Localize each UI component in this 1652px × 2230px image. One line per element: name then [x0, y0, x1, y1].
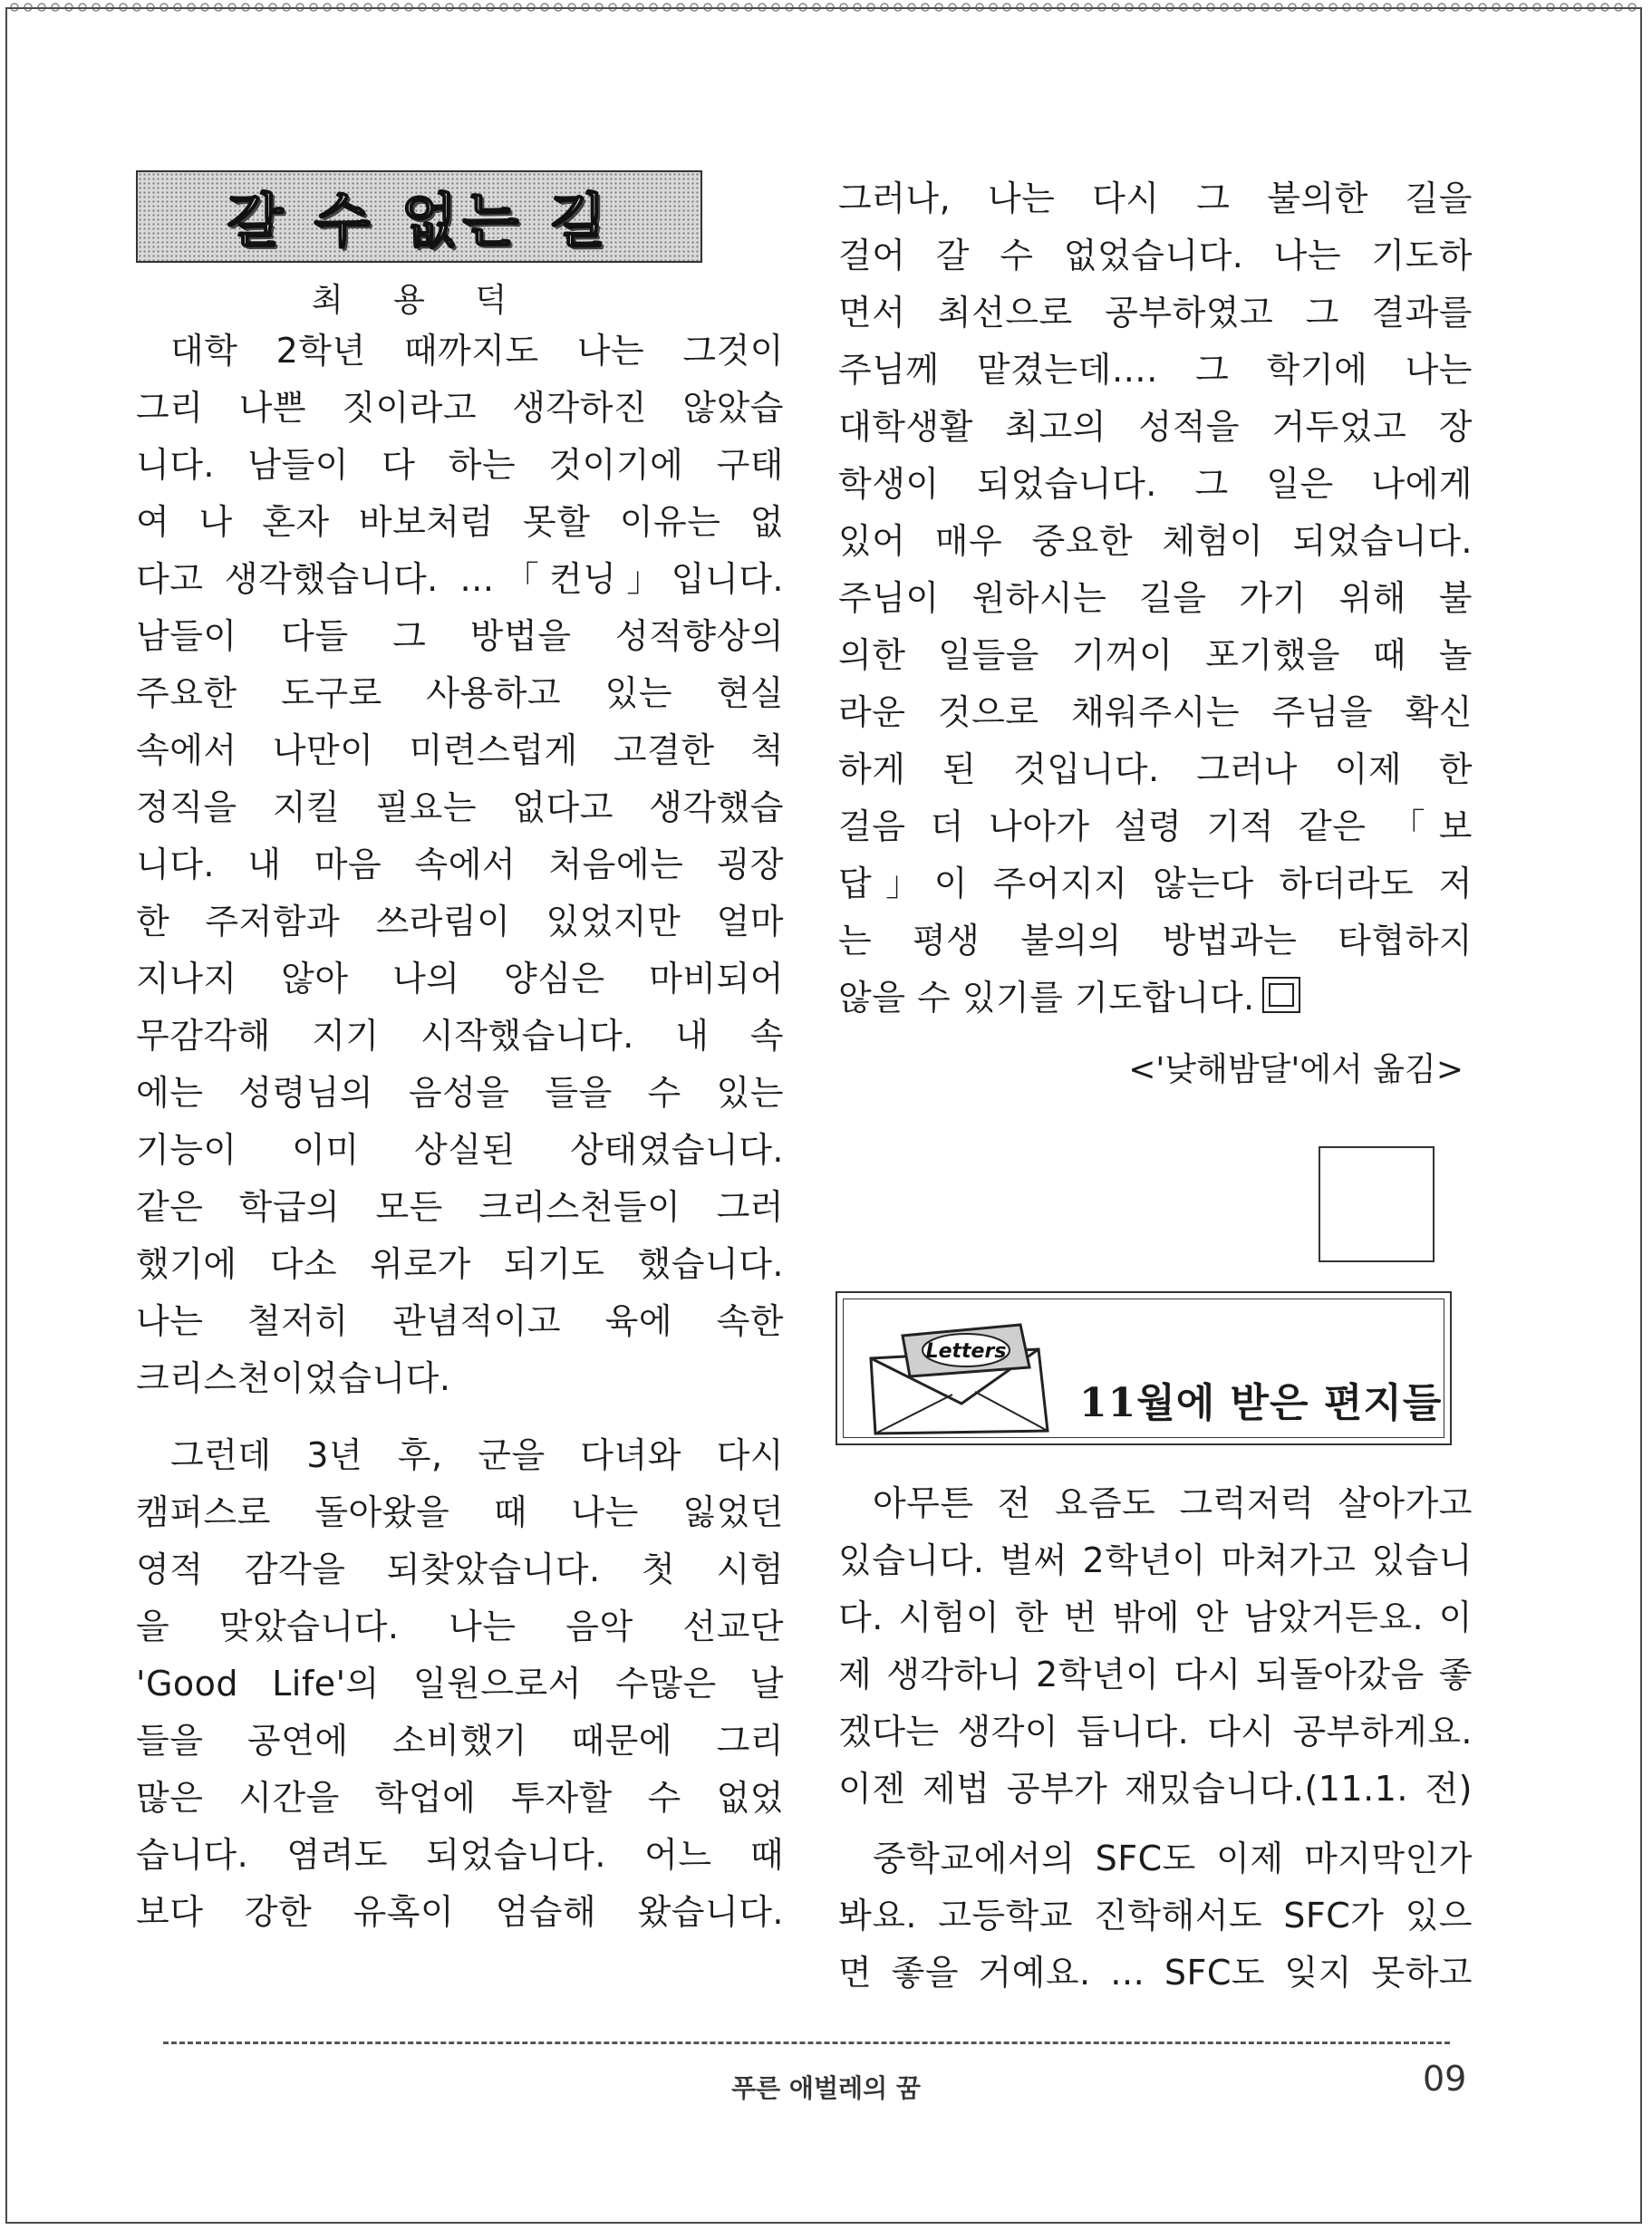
text-line: 주님이 원하시는 길을 가기 위해 불: [838, 578, 1473, 618]
text-line: 을 맞았습니다. 나는 음악 선교단: [136, 1607, 784, 1646]
text-line: 면서 최선으로 공부하였고 그 결과를: [838, 293, 1473, 333]
text-line: 중학교에서의 SFC도 이제 마지막인가: [873, 1839, 1473, 1878]
envelope-icon: [866, 1318, 1093, 1435]
text-line: 는 평생 불의의 방법과는 타협하지: [838, 921, 1473, 961]
text-line: 이젠 제법 공부가 재밌습니다.(11.1. 전): [838, 1769, 1473, 1809]
text-line: 그리 나쁜 짓이라고 생각하진 않았습: [136, 388, 784, 428]
letters-column: [838, 1475, 1473, 2002]
text-line: 답」이 주어지지 않는다 하더라도 저: [838, 864, 1473, 903]
text-line: 다고 생각했습니다. …「컨닝」입니다.: [136, 559, 784, 599]
text-line: 같은 학급의 모든 크리스천들이 그러: [136, 1187, 784, 1227]
text-line: 그런데 3년 후, 군을 다녀와 다시: [170, 1435, 784, 1475]
text-line: 면 좋을 거예요. … SFC도 잊지 못하고: [838, 1953, 1473, 1993]
left-column: [136, 170, 784, 1941]
text-line: 많은 시간을 학업에 투자할 수 없었: [136, 1778, 784, 1818]
text-line: 대학 2학년 때까지도 나는 그것이: [170, 331, 784, 371]
text-line: 정직을 지킬 필요는 없다고 생각했습: [136, 787, 784, 827]
article-title-box: [136, 170, 702, 263]
text-line: 기능이 이미 상실된 상태였습니다.: [136, 1130, 784, 1170]
envelope-label: Letters: [925, 1340, 1007, 1363]
magazine-title: 푸른 애벌레의 꿈: [731, 2073, 921, 2103]
paragraph-3: [838, 170, 1473, 970]
text-line: 라운 것으로 채워주시는 주님을 확신: [838, 692, 1473, 732]
paragraph-1: [136, 323, 784, 1407]
article-title: 갈 수 없는 길: [227, 188, 612, 256]
text-line: 보다 강한 유혹이 엄습해 왔습니다.: [136, 1892, 784, 1932]
text-line: 하게 된 것입니다. 그러나 이제 한: [838, 749, 1473, 789]
text-line: 무감각해 지기 시작했습니다. 내 속: [136, 1016, 784, 1056]
text-line: 영적 감각을 되찾았습니다. 첫 시험: [136, 1549, 784, 1589]
text-line: 제 생각하니 2학년이 다시 되돌아갔음 좋: [838, 1655, 1473, 1694]
last-line-text: 않을 수 있기를 기도합니다.: [838, 978, 1255, 1018]
letters-section-title: 11월에 받은 편지들: [1079, 1380, 1443, 1426]
text-line: 지나지 않아 나의 양심은 마비되어: [136, 959, 784, 999]
letters-banner: [836, 1291, 1452, 1445]
text-line: 남들이 다들 그 방법을 성적향상의: [136, 616, 784, 656]
paragraph-3-last-line: [838, 970, 1473, 1027]
text-line: 한 주저함과 쓰라림이 있었지만 얼마: [136, 902, 784, 941]
text-line: 의한 일들을 기꺼이 포기했을 때 놀: [838, 635, 1473, 675]
text-line: 그러나, 나는 다시 그 불의한 길을: [838, 179, 1473, 218]
empty-box: [1319, 1146, 1435, 1262]
text-line: 습니다. 염려도 되었습니다. 어느 때: [136, 1835, 784, 1875]
text-line: 에는 성령님의 음성을 들을 수 있는: [136, 1073, 784, 1113]
letter-2: [838, 1830, 1473, 2002]
text-line: 했기에 다소 위로가 되기도 했습니다.: [136, 1244, 784, 1284]
text-line: 주님께 맡겼는데…. 그 학기에 나는: [838, 350, 1473, 390]
text-line: 여 나 혼자 바보처럼 못할 이유는 없: [136, 502, 784, 542]
end-mark-icon: [1262, 977, 1300, 1013]
text-line: 학생이 되었습니다. 그 일은 나에게: [838, 464, 1473, 504]
text-line: 나는 철저히 관념적이고 육에 속한: [136, 1301, 784, 1341]
text-line: 봐요. 고등학교 진학해서도 SFC가 있으: [838, 1896, 1473, 1936]
text-line: 니다. 내 마음 속에서 처음에는 굉장: [136, 845, 784, 884]
text-line: 있어 매우 중요한 체험이 되었습니다.: [838, 521, 1473, 561]
text-line: 크리스천이었습니다.: [136, 1358, 451, 1398]
text-line: 대학생활 최고의 성적을 거두었고 장: [838, 407, 1473, 447]
paragraph-2: [136, 1427, 784, 1941]
text-line: 걸어 갈 수 없었습니다. 나는 기도하: [838, 236, 1473, 275]
text-line: 아무튼 전 요즘도 그럭저럭 살아가고: [873, 1483, 1473, 1523]
source-credit: <'낮해밤달'에서 옮김>: [1128, 1051, 1464, 1088]
article-author: 최 용 덕: [311, 282, 527, 319]
text-line: 캠퍼스로 돌아왔을 때 나는 잃었던: [136, 1492, 784, 1532]
text-line: 'Good Life'의 일원으로서 수많은 날: [136, 1664, 784, 1704]
text-line: 걸음 더 나아가 설령 기적 같은 「보: [838, 806, 1473, 846]
page-number: 09: [1423, 2059, 1467, 2099]
text-line: 주요한 도구로 사용하고 있는 현실: [136, 673, 784, 713]
text-line: 겠다는 생각이 듭니다. 다시 공부하게요.: [838, 1712, 1473, 1752]
text-line: 있습니다. 벌써 2학년이 마쳐가고 있습니: [838, 1540, 1473, 1580]
text-line: 속에서 나만이 미련스럽게 고결한 척: [136, 730, 784, 770]
right-column: [838, 170, 1473, 1097]
text-line: 들을 공연에 소비했기 때문에 그리: [136, 1721, 784, 1761]
footer-rule: [163, 2042, 1450, 2044]
text-line: 다. 시험이 한 번 밖에 안 남았거든요. 이: [838, 1598, 1473, 1637]
text-line: 니다. 남들이 다 하는 것이기에 구태: [136, 445, 784, 485]
letter-1: [838, 1475, 1473, 1818]
